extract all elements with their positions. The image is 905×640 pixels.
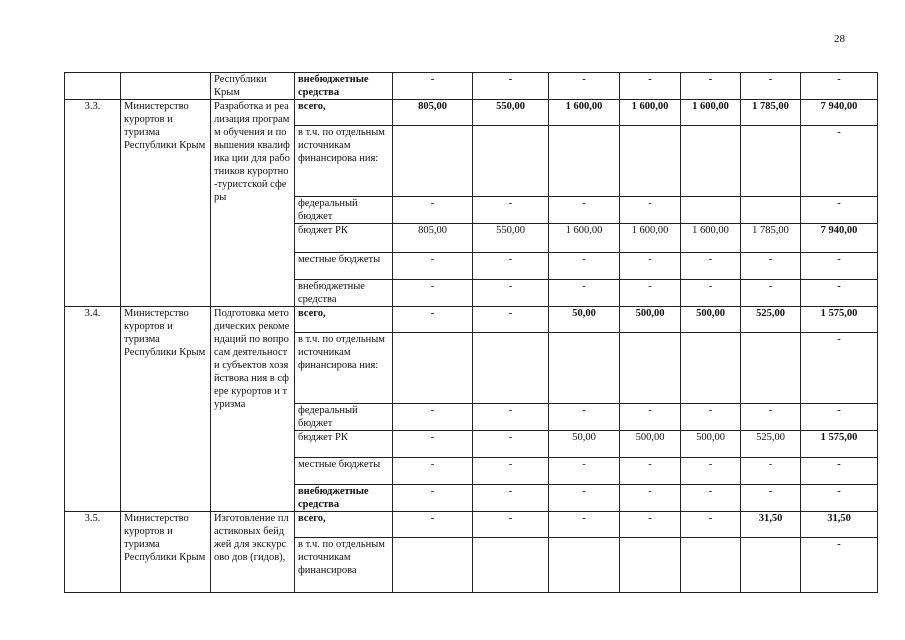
value-cell: - xyxy=(620,512,681,538)
value-cell xyxy=(393,333,473,404)
value-cell xyxy=(549,333,620,404)
value-cell xyxy=(473,538,549,593)
total-value-cell: - xyxy=(801,538,878,593)
value-cell: - xyxy=(393,512,473,538)
total-value-cell: - xyxy=(801,280,878,307)
value-cell: - xyxy=(741,404,801,431)
total-value-cell: 1 575,00 xyxy=(801,431,878,458)
value-cell xyxy=(473,333,549,404)
table-row xyxy=(65,512,878,538)
activity-name-cell: Подготовка методических рекомендаций по вопросам деятельности субъектов хозяйствова ния в сфере курортов и туризма xyxy=(211,307,295,512)
value-cell xyxy=(620,126,681,197)
value-cell: - xyxy=(681,404,741,431)
value-cell xyxy=(393,538,473,593)
value-cell: - xyxy=(473,280,549,307)
total-value-cell: - xyxy=(801,458,878,485)
value-cell: 500,00 xyxy=(620,431,681,458)
activity-code-cell: 3.4. xyxy=(65,307,121,512)
value-cell: - xyxy=(473,307,549,333)
funding-source-cell: бюджет РК xyxy=(295,224,393,253)
value-cell: 500,00 xyxy=(620,307,681,333)
funding-source-cell: местные бюджеты xyxy=(295,253,393,280)
funding-source-cell: федеральный бюджет xyxy=(295,404,393,431)
value-cell: - xyxy=(473,485,549,512)
value-cell: - xyxy=(681,73,741,100)
value-cell xyxy=(549,126,620,197)
value-cell: - xyxy=(681,280,741,307)
code-cell xyxy=(65,73,121,100)
value-cell xyxy=(681,333,741,404)
table-row xyxy=(65,100,878,126)
value-cell: 550,00 xyxy=(473,224,549,253)
value-cell xyxy=(741,333,801,404)
value-cell: - xyxy=(473,404,549,431)
value-cell: - xyxy=(681,485,741,512)
value-cell xyxy=(741,538,801,593)
value-cell: - xyxy=(393,485,473,512)
total-value-cell: - xyxy=(801,126,878,197)
value-cell: 1 600,00 xyxy=(620,100,681,126)
value-cell: 1 600,00 xyxy=(681,224,741,253)
table-row xyxy=(65,73,878,100)
funding-source-cell: федеральный бюджет xyxy=(295,197,393,224)
page-number: 28 xyxy=(834,33,845,45)
funding-source-cell: в т.ч. по отдельным источникам финансирова xyxy=(295,538,393,593)
executor-cell: Министерство курортов и туризма Республики Крым xyxy=(121,307,211,512)
value-cell: 525,00 xyxy=(741,431,801,458)
value-cell: - xyxy=(393,307,473,333)
value-cell: - xyxy=(393,404,473,431)
value-cell: - xyxy=(801,73,878,100)
total-value-cell: - xyxy=(801,253,878,280)
value-cell xyxy=(681,197,741,224)
value-cell: - xyxy=(393,197,473,224)
value-cell: - xyxy=(393,73,473,100)
value-cell: 1 600,00 xyxy=(681,100,741,126)
value-cell: 550,00 xyxy=(473,100,549,126)
total-value-cell: - xyxy=(801,197,878,224)
total-value-cell: - xyxy=(801,333,878,404)
value-cell: - xyxy=(473,73,549,100)
executor-cell: Министерство курортов и туризма Республики Крым xyxy=(121,100,211,307)
executor-cell xyxy=(121,73,211,100)
value-cell: 500,00 xyxy=(681,307,741,333)
activity-code-cell: 3.5. xyxy=(65,512,121,593)
value-cell xyxy=(620,333,681,404)
value-cell: - xyxy=(549,485,620,512)
funding-source-cell: внебюджетные средства xyxy=(295,73,393,100)
value-cell xyxy=(393,126,473,197)
value-cell: - xyxy=(741,458,801,485)
value-cell: 50,00 xyxy=(549,431,620,458)
value-cell: - xyxy=(620,485,681,512)
funding-source-cell: всего, xyxy=(295,100,393,126)
value-cell: - xyxy=(620,197,681,224)
funding-source-cell: местные бюджеты xyxy=(295,458,393,485)
value-cell: 31,50 xyxy=(741,512,801,538)
total-value-cell: 31,50 xyxy=(801,512,878,538)
value-cell: - xyxy=(620,280,681,307)
value-cell: - xyxy=(741,280,801,307)
funding-source-cell: внебюджетные средства xyxy=(295,485,393,512)
value-cell: - xyxy=(473,253,549,280)
activity-name-cell: Республики Крым xyxy=(211,73,295,100)
table-row xyxy=(65,307,878,333)
value-cell: - xyxy=(620,253,681,280)
activity-code-cell: 3.3. xyxy=(65,100,121,307)
value-cell: - xyxy=(741,73,801,100)
activity-name-cell: Изготовление пластиковых бейджей для экскурсово дов (гидов), xyxy=(211,512,295,593)
value-cell: - xyxy=(473,458,549,485)
total-value-cell: 7 940,00 xyxy=(801,100,878,126)
value-cell xyxy=(473,126,549,197)
value-cell xyxy=(741,126,801,197)
value-cell: - xyxy=(393,431,473,458)
funding-source-cell: внебюджетные средства xyxy=(295,280,393,307)
value-cell xyxy=(549,538,620,593)
value-cell: 1 600,00 xyxy=(620,224,681,253)
budget-table-body xyxy=(65,73,878,593)
value-cell: - xyxy=(681,458,741,485)
value-cell: - xyxy=(549,404,620,431)
value-cell xyxy=(741,197,801,224)
value-cell: 805,00 xyxy=(393,100,473,126)
value-cell: - xyxy=(620,73,681,100)
value-cell: 1 785,00 xyxy=(741,100,801,126)
value-cell: 1 600,00 xyxy=(549,224,620,253)
value-cell: - xyxy=(620,404,681,431)
value-cell: 1 600,00 xyxy=(549,100,620,126)
total-value-cell: - xyxy=(801,485,878,512)
value-cell: 525,00 xyxy=(741,307,801,333)
value-cell xyxy=(681,126,741,197)
value-cell: - xyxy=(681,253,741,280)
funding-source-cell: в т.ч. по отдельным источникам финансирова ния: xyxy=(295,333,393,404)
funding-source-cell: бюджет РК xyxy=(295,431,393,458)
value-cell: - xyxy=(549,197,620,224)
value-cell: - xyxy=(741,485,801,512)
funding-source-cell: всего, xyxy=(295,512,393,538)
total-value-cell: 7 940,00 xyxy=(801,224,878,253)
value-cell: - xyxy=(549,512,620,538)
value-cell: - xyxy=(393,280,473,307)
value-cell: 50,00 xyxy=(549,307,620,333)
value-cell: - xyxy=(549,458,620,485)
executor-cell: Министерство курортов и туризма Республики Крым xyxy=(121,512,211,593)
funding-source-cell: в т.ч. по отдельным источникам финансирова ния: xyxy=(295,126,393,197)
value-cell: - xyxy=(741,253,801,280)
value-cell: - xyxy=(620,458,681,485)
value-cell: - xyxy=(549,73,620,100)
funding-source-cell: всего, xyxy=(295,307,393,333)
activity-name-cell: Разработка и реализация программ обучения и повышения квалифика ции для работников курортно-туристской сферы xyxy=(211,100,295,307)
value-cell: 500,00 xyxy=(681,431,741,458)
value-cell: - xyxy=(393,458,473,485)
budget-table xyxy=(64,72,878,593)
value-cell: - xyxy=(681,512,741,538)
value-cell: - xyxy=(393,253,473,280)
value-cell xyxy=(681,538,741,593)
total-value-cell: - xyxy=(801,404,878,431)
value-cell: 1 785,00 xyxy=(741,224,801,253)
value-cell: - xyxy=(473,512,549,538)
value-cell: - xyxy=(549,253,620,280)
value-cell xyxy=(620,538,681,593)
value-cell: 805,00 xyxy=(393,224,473,253)
value-cell: - xyxy=(473,197,549,224)
value-cell: - xyxy=(549,280,620,307)
total-value-cell: 1 575,00 xyxy=(801,307,878,333)
value-cell: - xyxy=(473,431,549,458)
